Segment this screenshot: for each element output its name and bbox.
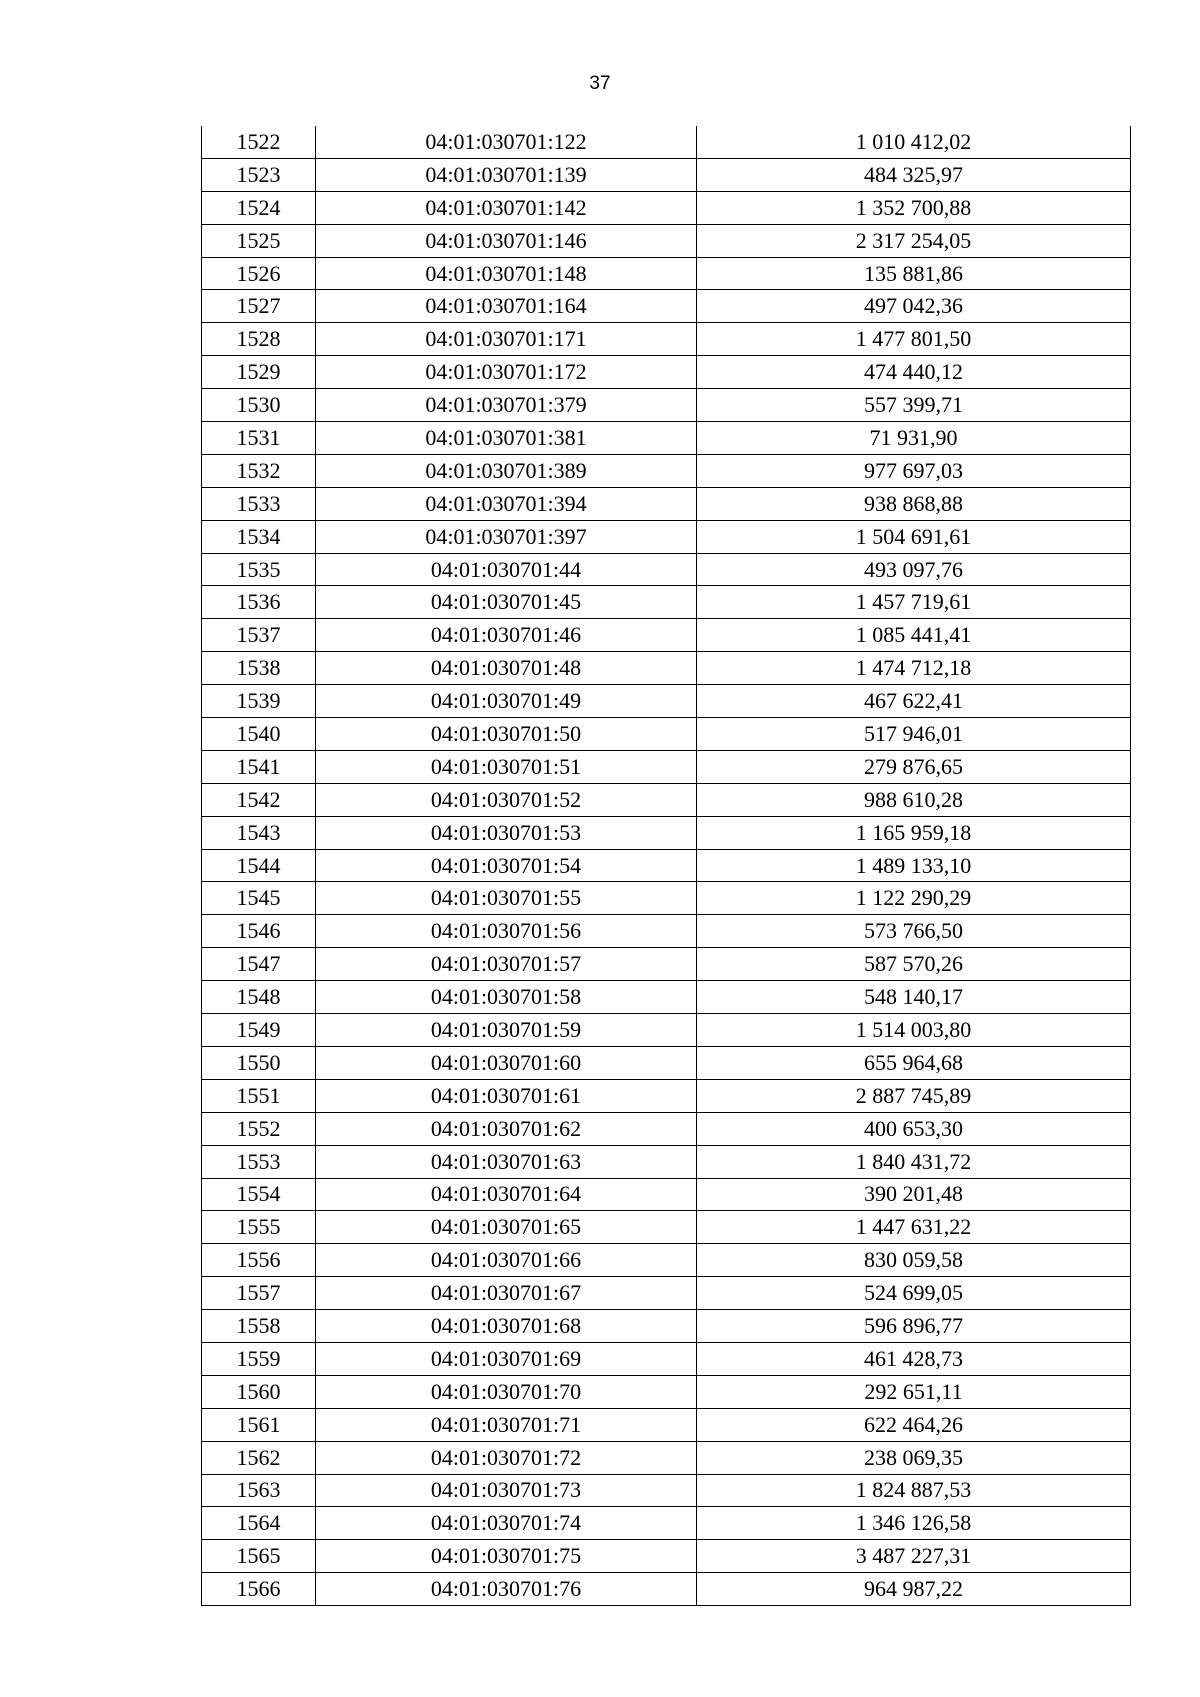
table-row — [202, 224, 1131, 257]
cadastral-number-cell: 04:01:030701:65 — [316, 1211, 697, 1244]
cadastral-value-cell: 493 097,76 — [697, 553, 1131, 586]
table-row — [202, 553, 1131, 586]
row-number-cell: 1544 — [202, 849, 316, 882]
cadastral-number-cell: 04:01:030701:63 — [316, 1145, 697, 1178]
row-number-cell: 1540 — [202, 718, 316, 751]
cadastral-value-cell: 1 085 441,41 — [697, 619, 1131, 652]
cadastral-number-cell: 04:01:030701:164 — [316, 290, 697, 323]
cadastral-value-cell: 484 325,97 — [697, 158, 1131, 191]
table-row — [202, 1178, 1131, 1211]
cadastral-value-cell: 474 440,12 — [697, 356, 1131, 389]
row-number-cell: 1555 — [202, 1211, 316, 1244]
cadastral-number-cell: 04:01:030701:48 — [316, 652, 697, 685]
row-number-cell: 1550 — [202, 1046, 316, 1079]
row-number-cell: 1552 — [202, 1112, 316, 1145]
row-number-cell: 1531 — [202, 422, 316, 455]
cadastral-number-cell: 04:01:030701:171 — [316, 323, 697, 356]
table-row — [202, 1408, 1131, 1441]
row-number-cell: 1557 — [202, 1277, 316, 1310]
table-row — [202, 1112, 1131, 1145]
table-row — [202, 882, 1131, 915]
cadastral-number-cell: 04:01:030701:45 — [316, 586, 697, 619]
cadastral-number-cell: 04:01:030701:389 — [316, 454, 697, 487]
cadastral-number-cell: 04:01:030701:68 — [316, 1310, 697, 1343]
table-row — [202, 1244, 1131, 1277]
cadastral-number-cell: 04:01:030701:60 — [316, 1046, 697, 1079]
cadastral-number-cell: 04:01:030701:397 — [316, 520, 697, 553]
cadastral-value-cell: 1 824 887,53 — [697, 1474, 1131, 1507]
row-number-cell: 1537 — [202, 619, 316, 652]
cadastral-value-cell: 3 487 227,31 — [697, 1540, 1131, 1573]
table-row — [202, 1145, 1131, 1178]
table-row — [202, 718, 1131, 751]
row-number-cell: 1562 — [202, 1441, 316, 1474]
table-row — [202, 948, 1131, 981]
cadastral-number-cell: 04:01:030701:59 — [316, 1014, 697, 1047]
page-number: 37 — [589, 73, 611, 94]
row-number-cell: 1524 — [202, 191, 316, 224]
cadastral-value-cell: 1 489 133,10 — [697, 849, 1131, 882]
cadastral-value-cell: 557 399,71 — [697, 389, 1131, 422]
cadastral-number-cell: 04:01:030701:139 — [316, 158, 697, 191]
table-row — [202, 750, 1131, 783]
table-row — [202, 1573, 1131, 1606]
table-row — [202, 356, 1131, 389]
row-number-cell: 1542 — [202, 783, 316, 816]
row-number-cell: 1545 — [202, 882, 316, 915]
cadastral-value-cell: 1 010 412,02 — [697, 126, 1131, 158]
cadastral-value-cell: 1 352 700,88 — [697, 191, 1131, 224]
cadastral-number-cell: 04:01:030701:57 — [316, 948, 697, 981]
cadastral-value-cell: 238 069,35 — [697, 1441, 1131, 1474]
row-number-cell: 1523 — [202, 158, 316, 191]
row-number-cell: 1532 — [202, 454, 316, 487]
cadastral-value-cell: 548 140,17 — [697, 981, 1131, 1014]
row-number-cell: 1554 — [202, 1178, 316, 1211]
cadastral-value-cell: 390 201,48 — [697, 1178, 1131, 1211]
cadastral-value-cell: 279 876,65 — [697, 750, 1131, 783]
cadastral-number-cell: 04:01:030701:50 — [316, 718, 697, 751]
row-number-cell: 1548 — [202, 981, 316, 1014]
table-row — [202, 1375, 1131, 1408]
cadastral-value-cell: 938 868,88 — [697, 487, 1131, 520]
cadastral-value-cell: 2 887 745,89 — [697, 1079, 1131, 1112]
cadastral-value-cell: 964 987,22 — [697, 1573, 1131, 1606]
cadastral-value-table — [201, 126, 1131, 1606]
cadastral-value-cell: 1 165 959,18 — [697, 816, 1131, 849]
table-row — [202, 685, 1131, 718]
cadastral-value-cell: 655 964,68 — [697, 1046, 1131, 1079]
row-number-cell: 1525 — [202, 224, 316, 257]
table-row — [202, 422, 1131, 455]
cadastral-number-cell: 04:01:030701:52 — [316, 783, 697, 816]
row-number-cell: 1559 — [202, 1342, 316, 1375]
cadastral-value-cell: 71 931,90 — [697, 422, 1131, 455]
row-number-cell: 1534 — [202, 520, 316, 553]
cadastral-number-cell: 04:01:030701:64 — [316, 1178, 697, 1211]
cadastral-value-cell: 2 317 254,05 — [697, 224, 1131, 257]
cadastral-value-cell: 1 840 431,72 — [697, 1145, 1131, 1178]
row-number-cell: 1556 — [202, 1244, 316, 1277]
table-body — [202, 126, 1131, 1606]
table-row — [202, 290, 1131, 323]
table-row — [202, 1046, 1131, 1079]
cadastral-number-cell: 04:01:030701:73 — [316, 1474, 697, 1507]
cadastral-number-cell: 04:01:030701:148 — [316, 257, 697, 290]
row-number-cell: 1564 — [202, 1507, 316, 1540]
table-row — [202, 389, 1131, 422]
table-row — [202, 619, 1131, 652]
cadastral-value-cell: 622 464,26 — [697, 1408, 1131, 1441]
table-row — [202, 816, 1131, 849]
cadastral-value-cell: 1 122 290,29 — [697, 882, 1131, 915]
cadastral-number-cell: 04:01:030701:62 — [316, 1112, 697, 1145]
cadastral-number-cell: 04:01:030701:69 — [316, 1342, 697, 1375]
cadastral-number-cell: 04:01:030701:76 — [316, 1573, 697, 1606]
row-number-cell: 1530 — [202, 389, 316, 422]
table-row — [202, 915, 1131, 948]
row-number-cell: 1566 — [202, 1573, 316, 1606]
table-row — [202, 158, 1131, 191]
cadastral-value-cell: 292 651,11 — [697, 1375, 1131, 1408]
cadastral-value-cell: 1 457 719,61 — [697, 586, 1131, 619]
cadastral-number-cell: 04:01:030701:379 — [316, 389, 697, 422]
cadastral-number-cell: 04:01:030701:46 — [316, 619, 697, 652]
cadastral-number-cell: 04:01:030701:122 — [316, 126, 697, 158]
table-row — [202, 1507, 1131, 1540]
row-number-cell: 1526 — [202, 257, 316, 290]
cadastral-number-cell: 04:01:030701:70 — [316, 1375, 697, 1408]
table-row — [202, 849, 1131, 882]
table-row — [202, 1310, 1131, 1343]
row-number-cell: 1533 — [202, 487, 316, 520]
row-number-cell: 1529 — [202, 356, 316, 389]
table-row — [202, 1474, 1131, 1507]
cadastral-value-cell: 517 946,01 — [697, 718, 1131, 751]
table-row — [202, 1277, 1131, 1310]
cadastral-number-cell: 04:01:030701:61 — [316, 1079, 697, 1112]
row-number-cell: 1546 — [202, 915, 316, 948]
cadastral-value-cell: 587 570,26 — [697, 948, 1131, 981]
cadastral-value-cell: 596 896,77 — [697, 1310, 1131, 1343]
cadastral-number-cell: 04:01:030701:71 — [316, 1408, 697, 1441]
cadastral-number-cell: 04:01:030701:54 — [316, 849, 697, 882]
table-row — [202, 257, 1131, 290]
cadastral-number-cell: 04:01:030701:51 — [316, 750, 697, 783]
cadastral-number-cell: 04:01:030701:172 — [316, 356, 697, 389]
table-row — [202, 1014, 1131, 1047]
table-row — [202, 1079, 1131, 1112]
table-row — [202, 1211, 1131, 1244]
cadastral-number-cell: 04:01:030701:381 — [316, 422, 697, 455]
table-row — [202, 520, 1131, 553]
row-number-cell: 1528 — [202, 323, 316, 356]
cadastral-number-cell: 04:01:030701:44 — [316, 553, 697, 586]
row-number-cell: 1563 — [202, 1474, 316, 1507]
row-number-cell: 1522 — [202, 126, 316, 158]
cadastral-number-cell: 04:01:030701:72 — [316, 1441, 697, 1474]
row-number-cell: 1527 — [202, 290, 316, 323]
table-row — [202, 126, 1131, 158]
cadastral-value-cell: 1 514 003,80 — [697, 1014, 1131, 1047]
row-number-cell: 1561 — [202, 1408, 316, 1441]
table-row — [202, 586, 1131, 619]
row-number-cell: 1549 — [202, 1014, 316, 1047]
cadastral-number-cell: 04:01:030701:67 — [316, 1277, 697, 1310]
row-number-cell: 1547 — [202, 948, 316, 981]
cadastral-number-cell: 04:01:030701:53 — [316, 816, 697, 849]
table-row — [202, 1342, 1131, 1375]
row-number-cell: 1558 — [202, 1310, 316, 1343]
cadastral-number-cell: 04:01:030701:142 — [316, 191, 697, 224]
row-number-cell: 1538 — [202, 652, 316, 685]
cadastral-value-cell: 1 474 712,18 — [697, 652, 1131, 685]
cadastral-value-cell: 1 477 801,50 — [697, 323, 1131, 356]
cadastral-number-cell: 04:01:030701:74 — [316, 1507, 697, 1540]
row-number-cell: 1541 — [202, 750, 316, 783]
row-number-cell: 1539 — [202, 685, 316, 718]
cadastral-value-cell: 135 881,86 — [697, 257, 1131, 290]
cadastral-value-cell: 1 504 691,61 — [697, 520, 1131, 553]
row-number-cell: 1565 — [202, 1540, 316, 1573]
cadastral-value-cell: 988 610,28 — [697, 783, 1131, 816]
cadastral-value-cell: 977 697,03 — [697, 454, 1131, 487]
cadastral-value-cell: 467 622,41 — [697, 685, 1131, 718]
cadastral-value-cell: 1 346 126,58 — [697, 1507, 1131, 1540]
row-number-cell: 1560 — [202, 1375, 316, 1408]
row-number-cell: 1535 — [202, 553, 316, 586]
row-number-cell: 1536 — [202, 586, 316, 619]
cadastral-number-cell: 04:01:030701:66 — [316, 1244, 697, 1277]
table-row — [202, 1441, 1131, 1474]
cadastral-number-cell: 04:01:030701:56 — [316, 915, 697, 948]
table-row — [202, 981, 1131, 1014]
table-row — [202, 454, 1131, 487]
table-row — [202, 783, 1131, 816]
table-row — [202, 487, 1131, 520]
cadastral-value-cell: 400 653,30 — [697, 1112, 1131, 1145]
table-row — [202, 323, 1131, 356]
cadastral-number-cell: 04:01:030701:49 — [316, 685, 697, 718]
table-row — [202, 652, 1131, 685]
row-number-cell: 1551 — [202, 1079, 316, 1112]
table-row — [202, 191, 1131, 224]
cadastral-number-cell: 04:01:030701:394 — [316, 487, 697, 520]
cadastral-value-cell: 1 447 631,22 — [697, 1211, 1131, 1244]
cadastral-value-cell: 573 766,50 — [697, 915, 1131, 948]
row-number-cell: 1543 — [202, 816, 316, 849]
cadastral-value-cell: 461 428,73 — [697, 1342, 1131, 1375]
cadastral-number-cell: 04:01:030701:146 — [316, 224, 697, 257]
table-row — [202, 1540, 1131, 1573]
cadastral-number-cell: 04:01:030701:75 — [316, 1540, 697, 1573]
row-number-cell: 1553 — [202, 1145, 316, 1178]
cadastral-number-cell: 04:01:030701:55 — [316, 882, 697, 915]
cadastral-number-cell: 04:01:030701:58 — [316, 981, 697, 1014]
cadastral-value-cell: 497 042,36 — [697, 290, 1131, 323]
cadastral-value-cell: 830 059,58 — [697, 1244, 1131, 1277]
cadastral-value-cell: 524 699,05 — [697, 1277, 1131, 1310]
